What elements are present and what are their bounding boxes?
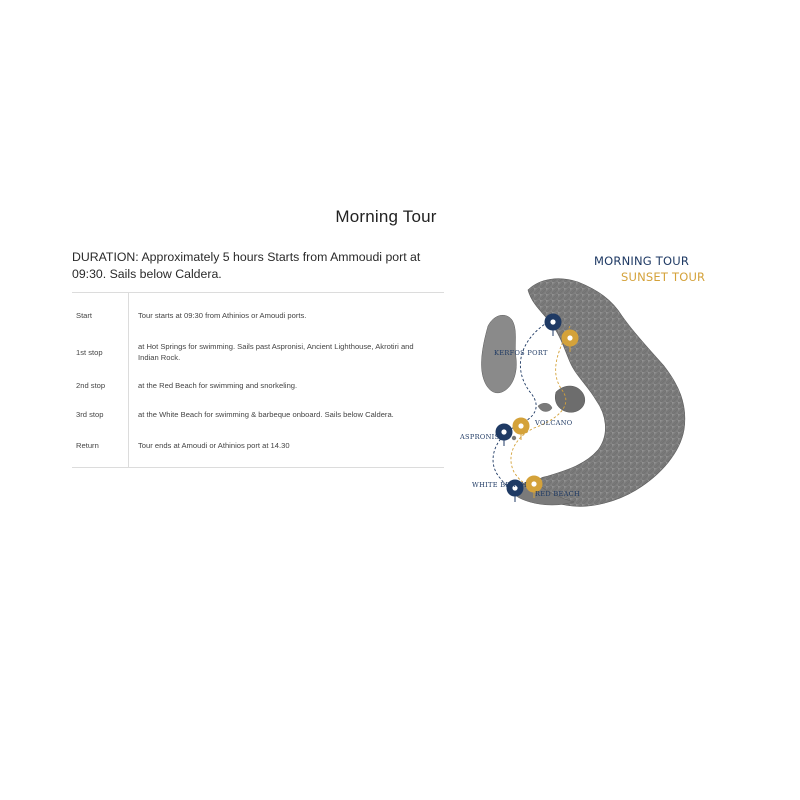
aspronisi-rock bbox=[512, 436, 516, 440]
stop-label: 1st stop bbox=[76, 347, 103, 357]
stop-description: at the Red Beach for swimming and snorkeling. bbox=[129, 369, 445, 401]
table-row bbox=[72, 335, 444, 369]
table-row bbox=[72, 369, 444, 401]
map-label-kerfos-port: KERFOS PORT bbox=[494, 349, 548, 357]
legend-sunset-tour: SUNSET TOUR bbox=[621, 270, 706, 284]
small-volcano-island bbox=[538, 403, 552, 411]
page-title: Morning Tour bbox=[335, 207, 437, 226]
stop-description: Tour starts at 09:30 from Athinios or Amoudi ports. bbox=[129, 293, 445, 336]
map-label-white-beach: WHITE BEACH bbox=[472, 481, 527, 489]
volcano-island bbox=[555, 386, 585, 412]
table-row bbox=[72, 293, 444, 336]
itinerary-table bbox=[72, 292, 444, 468]
duration-text: DURATION: Approximately 5 hours Starts from Ammoudi port at 09:30. Sails below Caldera. bbox=[72, 250, 421, 281]
map-label-volcano: VOLCANO bbox=[535, 419, 573, 427]
stop-label: Start bbox=[76, 310, 93, 320]
stop-description: at Hot Springs for swimming. Sails past Aspronisi, Ancient Lighthouse, Akrotiri and Indian Rock. bbox=[129, 335, 445, 369]
map-illustration bbox=[450, 250, 710, 510]
stop-description: Tour ends at Amoudi or Athinios port at 14.30 bbox=[129, 427, 445, 468]
table-row bbox=[72, 427, 444, 468]
tour-map bbox=[450, 250, 710, 510]
stop-label: Return bbox=[76, 440, 99, 450]
map-label-red-beach: RED BEACH bbox=[535, 490, 581, 498]
stop-label: 3rd stop bbox=[76, 409, 104, 419]
map-label-aspronisi: ASPRONISI bbox=[460, 433, 503, 441]
stop-description: at the White Beach for swimming & barbeque onboard. Sails below Caldera. bbox=[129, 401, 445, 427]
table-row bbox=[72, 401, 444, 427]
main-island bbox=[528, 279, 685, 507]
stop-label: 2nd stop bbox=[76, 380, 106, 390]
legend-morning-tour: MORNING TOUR bbox=[594, 254, 690, 268]
